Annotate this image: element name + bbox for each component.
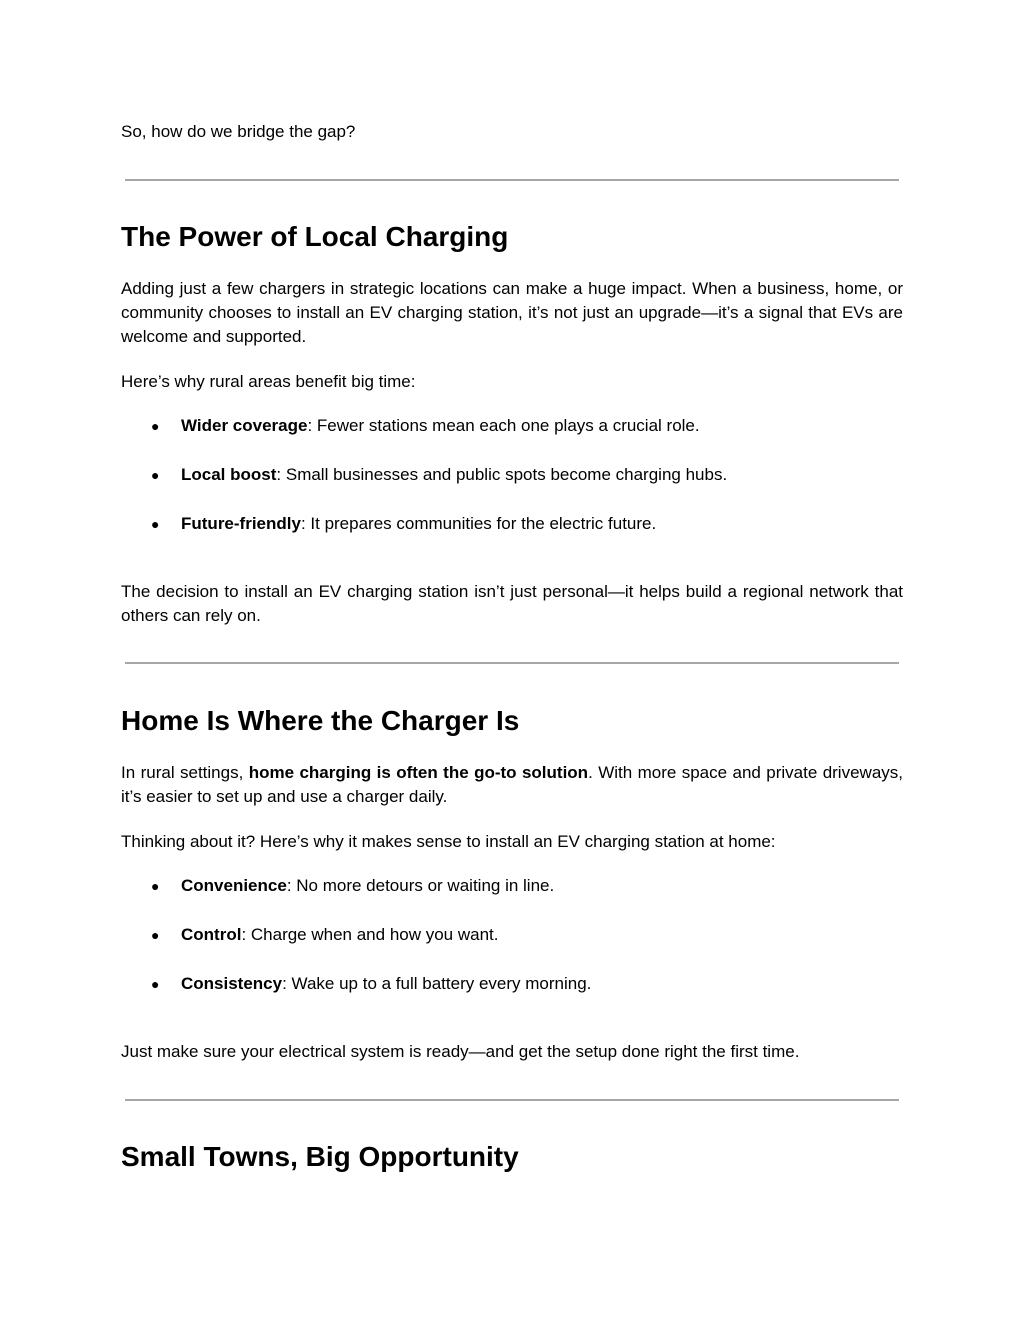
list-item-term: Future-friendly [181,514,301,533]
paragraph-text: In rural settings, [121,763,249,782]
list-item-term: Local boost [181,465,277,484]
paragraph: Just make sure your electrical system is ready—and get the setup done right the first time. [121,1042,800,1061]
list-item [121,923,903,947]
list-item-term: Control [181,925,242,944]
list-item-term: Consistency [181,974,283,993]
bullet-icon: ● [151,418,160,434]
list-item [121,512,903,536]
list-item-text: : No more detours or waiting in line. [286,876,555,895]
section-divider [125,179,899,181]
list-item [121,972,903,996]
section-heading: Home Is Where the Charger Is [121,705,520,736]
bullet-icon: ● [151,878,160,894]
paragraph: Thinking about it? Here’s why it makes sense to install an EV charging station at home: [121,832,776,851]
bullet-icon: ● [151,927,160,943]
paragraph: Here’s why rural areas benefit big time: [121,372,416,391]
paragraph-emphasis: home charging is often the go-to solution [248,763,589,782]
paragraph [121,761,903,809]
bullet-icon: ● [151,976,160,992]
list-item [121,874,903,898]
section-divider [125,1099,899,1101]
list-item-text: : Wake up to a full battery every morning. [282,974,592,993]
section-heading: The Power of Local Charging [121,221,509,252]
section-heading: Small Towns, Big Opportunity [121,1141,519,1172]
section-divider [125,662,899,664]
paragraph-text: . With more space and private driveways, it’s easier to set up and use a charger daily. [121,763,903,806]
list-item-text: : It prepares communities for the electric future. [300,514,657,533]
paragraph: The decision to install an EV charging station isn’t just personal—it helps build a regional network that others can rely on. [121,582,903,625]
bullet-list [121,414,903,561]
bullet-icon: ● [151,516,160,532]
intro-text: So, how do we bridge the gap? [121,122,356,141]
paragraph: Adding just a few chargers in strategic locations can make a huge impact. When a business, home, or community chooses to install an EV charging station, it’s not just an upgrade—it’s a signal that EVs are welcome and supported. [121,279,903,346]
list-item-text: : Fewer stations mean each one plays a crucial role. [307,416,700,435]
list-item-text: : Charge when and how you want. [241,925,499,944]
list-item [121,463,903,487]
list-item-text: : Small businesses and public spots become charging hubs. [276,465,728,484]
list-item [121,414,903,438]
list-item-term: Convenience [181,876,287,895]
list-item-term: Wider coverage [181,416,308,435]
bullet-list [121,874,903,1021]
bullet-icon: ● [151,467,160,483]
